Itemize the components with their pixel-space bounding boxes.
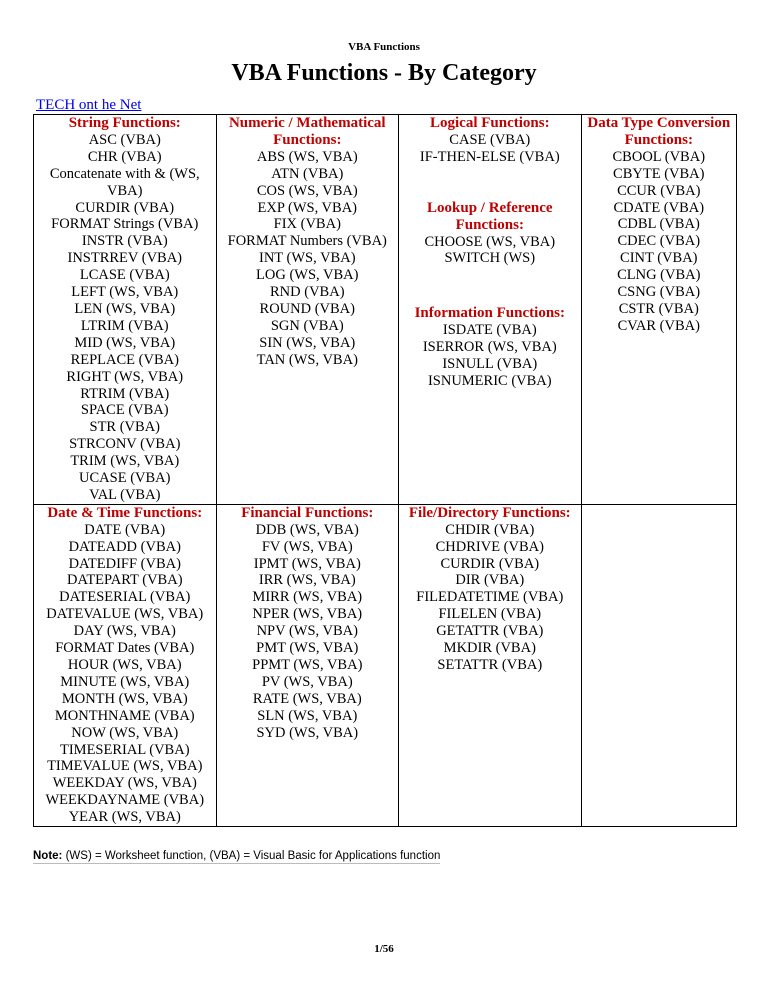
function-item: SGN (VBA) xyxy=(270,317,344,334)
function-item: CSTR (VBA) xyxy=(618,300,699,317)
function-item: NOW (WS, VBA) xyxy=(71,724,179,741)
function-item: EXP (WS, VBA) xyxy=(257,199,358,216)
function-item: COS (WS, VBA) xyxy=(256,182,358,199)
category-title: Lookup / Reference Functions: xyxy=(427,199,553,233)
function-item: CDATE (VBA) xyxy=(613,199,705,216)
function-item: MKDIR (VBA) xyxy=(443,640,536,657)
function-item: MONTHNAME (VBA) xyxy=(54,707,195,724)
function-item: ISNUMERIC (VBA) xyxy=(427,372,552,389)
function-item: FILELEN (VBA) xyxy=(438,606,542,623)
cell-financial-functions xyxy=(216,504,399,826)
function-item: SLN (WS, VBA) xyxy=(257,707,358,724)
function-item: CHDRIVE (VBA) xyxy=(435,538,544,555)
cell-numeric-functions xyxy=(216,115,399,505)
function-list xyxy=(401,522,579,674)
category-title: File/Directory Functions: xyxy=(408,504,571,521)
function-item: LCASE (VBA) xyxy=(79,267,170,284)
function-item: DAY (WS, VBA) xyxy=(73,623,176,640)
category-title: Logical Functions: xyxy=(429,115,550,131)
function-item: CDBL (VBA) xyxy=(617,216,700,233)
function-item: RTRIM (VBA) xyxy=(80,385,170,402)
function-item: CVAR (VBA) xyxy=(617,317,700,334)
function-item: RIGHT (WS, VBA) xyxy=(66,368,184,385)
function-list xyxy=(401,132,579,166)
function-item: STRCONV (VBA) xyxy=(69,436,181,453)
running-header: VBA Functions xyxy=(348,41,420,53)
table-row xyxy=(34,504,737,826)
function-item: TIMEVALUE (WS, VBA) xyxy=(47,758,203,775)
category-title: Financial Functions: xyxy=(241,504,374,521)
function-item: CHOOSE (WS, VBA) xyxy=(424,233,556,250)
function-item: FORMAT Numbers (VBA) xyxy=(227,233,387,250)
function-item: WEEKDAY (WS, VBA) xyxy=(52,775,197,792)
function-item: LEFT (WS, VBA) xyxy=(71,284,179,301)
function-item: CBOOL (VBA) xyxy=(612,148,706,165)
function-item: IPMT (WS, VBA) xyxy=(253,555,361,572)
cell-datetime-functions xyxy=(34,504,217,826)
function-item: CSNG (VBA) xyxy=(617,284,701,301)
function-item: SYD (WS, VBA) xyxy=(256,724,359,741)
function-item: CDEC (VBA) xyxy=(617,233,701,250)
note-text: (WS) = Worksheet function, (VBA) = Visual Basic for Applications function xyxy=(62,850,441,862)
function-item: SIN (WS, VBA) xyxy=(259,334,356,351)
function-item: IF-THEN-ELSE (VBA) xyxy=(419,148,560,165)
cell-file-functions xyxy=(399,504,582,826)
function-item: MONTH (WS, VBA) xyxy=(61,690,188,707)
functions-table xyxy=(33,114,737,827)
function-item: PV (WS, VBA) xyxy=(261,673,353,690)
function-item: DATEADD (VBA) xyxy=(68,538,181,555)
category-title: Information Functions: xyxy=(414,305,565,322)
function-item: DATESERIAL (VBA) xyxy=(59,589,191,606)
function-item: SPACE (VBA) xyxy=(80,402,169,419)
function-item: DATE (VBA) xyxy=(84,521,166,538)
function-item: Concatenate with & (WS, VBA) xyxy=(49,165,200,199)
function-item: CINT (VBA) xyxy=(620,250,698,267)
spacer xyxy=(401,166,579,200)
function-item: STR (VBA) xyxy=(89,419,160,436)
function-list xyxy=(584,149,734,335)
function-list xyxy=(36,132,214,504)
function-item: DATEDIFF (VBA) xyxy=(68,555,181,572)
page-title: VBA Functions - By Category xyxy=(231,60,537,86)
function-item: SETATTR (VBA) xyxy=(437,657,543,673)
function-item: CURDIR (VBA) xyxy=(75,199,175,216)
function-item: ISDATE (VBA) xyxy=(442,322,537,339)
function-item: TRIM (WS, VBA) xyxy=(70,453,180,470)
cell-empty xyxy=(581,504,736,826)
function-item: MID (WS, VBA) xyxy=(74,334,176,351)
function-item: RATE (WS, VBA) xyxy=(252,690,362,707)
function-list xyxy=(36,522,214,826)
function-item: HOUR (WS, VBA) xyxy=(67,657,182,673)
function-item: SWITCH (WS) xyxy=(444,250,536,267)
function-list xyxy=(401,234,579,268)
function-item: GETATTR (VBA) xyxy=(436,623,544,640)
function-item: DDB (WS, VBA) xyxy=(255,521,359,538)
spacer xyxy=(401,267,579,305)
function-list xyxy=(219,149,397,369)
function-item: UCASE (VBA) xyxy=(79,470,171,487)
function-item: FV (WS, VBA) xyxy=(261,538,353,555)
function-item: CHR (VBA) xyxy=(87,148,162,165)
function-item: ASC (VBA) xyxy=(88,131,161,148)
function-item: NPV (WS, VBA) xyxy=(256,623,358,640)
function-item: RND (VBA) xyxy=(270,284,345,301)
cell-logical-lookup-information xyxy=(399,115,582,505)
function-item: LEN (WS, VBA) xyxy=(74,300,176,317)
category-title: Date & Time Functions: xyxy=(47,504,203,521)
site-link[interactable]: TECH ont he Net xyxy=(36,97,142,113)
function-item: DIR (VBA) xyxy=(455,572,525,589)
function-item: PMT (WS, VBA) xyxy=(256,640,359,657)
function-item: ABS (WS, VBA) xyxy=(256,148,358,165)
function-item: YEAR (WS, VBA) xyxy=(68,809,181,826)
table-row xyxy=(34,115,737,505)
function-item: TIMESERIAL (VBA) xyxy=(59,741,190,758)
function-item: ATN (VBA) xyxy=(271,165,344,182)
function-item: ISERROR (WS, VBA) xyxy=(422,339,557,356)
function-item: CASE (VBA) xyxy=(449,131,531,148)
function-item: FORMAT Dates (VBA) xyxy=(55,640,195,657)
function-item: ISNULL (VBA) xyxy=(442,356,538,373)
footnote xyxy=(33,850,440,864)
function-item: LTRIM (VBA) xyxy=(80,317,169,334)
function-list xyxy=(219,522,397,742)
function-item: PPMT (WS, VBA) xyxy=(252,657,363,673)
function-item: CLNG (VBA) xyxy=(617,267,701,284)
function-item: NPER (WS, VBA) xyxy=(252,606,363,623)
cell-string-functions xyxy=(34,115,217,505)
function-item: IRR (WS, VBA) xyxy=(258,572,356,589)
function-item: INSTRREV (VBA) xyxy=(67,250,183,267)
function-item: DATEPART (VBA) xyxy=(66,572,183,589)
function-item: FORMAT Strings (VBA) xyxy=(51,216,199,233)
function-item: FIX (VBA) xyxy=(273,216,341,233)
category-title: String Functions: xyxy=(68,115,181,131)
function-item: LOG (WS, VBA) xyxy=(256,267,359,284)
function-item: CCUR (VBA) xyxy=(617,182,701,199)
function-item: MIRR (WS, VBA) xyxy=(252,589,363,606)
cell-conversion-functions xyxy=(581,115,736,505)
note-label: Note: xyxy=(33,850,63,862)
function-item: MINUTE (WS, VBA) xyxy=(60,673,190,690)
category-title: Data Type Conversion Functions: xyxy=(587,115,731,148)
function-item: WEEKDAYNAME (VBA) xyxy=(45,792,205,809)
function-item: ROUND (VBA) xyxy=(259,300,355,317)
function-item: TAN (WS, VBA) xyxy=(256,351,358,368)
function-item: FILEDATETIME (VBA) xyxy=(416,589,564,606)
function-item: CBYTE (VBA) xyxy=(613,165,705,182)
function-item: CHDIR (VBA) xyxy=(445,521,535,538)
function-list xyxy=(401,322,579,390)
function-item: INT (WS, VBA) xyxy=(259,250,356,267)
function-item: INSTR (VBA) xyxy=(81,233,168,250)
function-item: VAL (VBA) xyxy=(89,486,161,503)
page-number: 1/56 xyxy=(374,943,394,955)
function-item: REPLACE (VBA) xyxy=(70,351,179,368)
category-title: Numeric / Mathematical Functions: xyxy=(228,115,386,148)
function-item: CURDIR (VBA) xyxy=(440,555,540,572)
function-item: DATEVALUE (WS, VBA) xyxy=(46,606,204,623)
